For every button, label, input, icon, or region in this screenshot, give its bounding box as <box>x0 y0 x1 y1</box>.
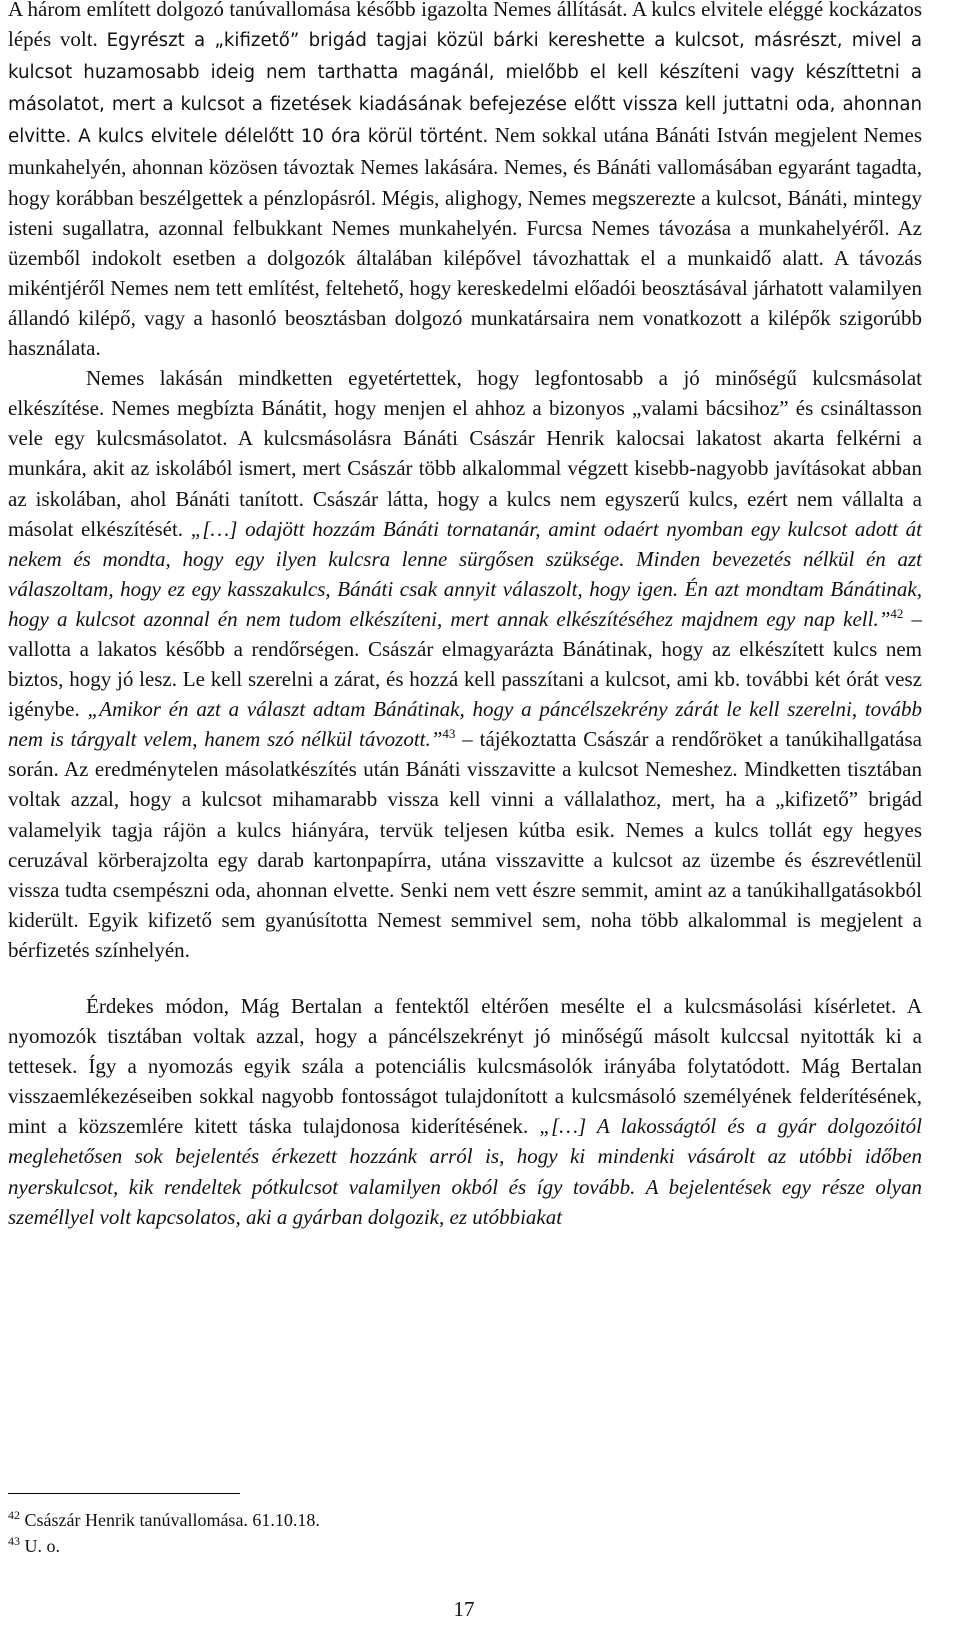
footnote-ref: 43 <box>442 726 456 742</box>
paragraph-3 <box>8 991 922 1232</box>
footnote-43 <box>8 1533 320 1559</box>
footnote-text: U. o. <box>24 1536 60 1556</box>
text-span: Mág Bertalan visszaemlékezéseiben sokkal nagyobb fontosságot tulajdonított a kulcsmásoló személyének felderítésének, mint a közszemlére kitett táska tulajdonosa kiderítésének. <box>8 1054 923 1139</box>
footnote-42 <box>8 1507 320 1533</box>
paragraph-2 <box>8 363 922 965</box>
footnote-number: 42 <box>8 1508 20 1522</box>
footnote-divider <box>8 1493 240 1494</box>
quote-text: „Amikor én azt a választ adtam Bánátinak, hogy a páncélszekrény zárát le kell szerelni, tovább nem is tárgyalt velem, hanem szó nélkül távozott.” <box>8 697 922 752</box>
footnote-text: Császár Henrik tanúvallomása. 61.10.18. <box>24 1510 320 1530</box>
paragraph-1 <box>8 0 922 363</box>
footnotes <box>8 1507 320 1559</box>
body-text <box>8 0 922 1232</box>
text-span: Nemes lakásán mindketten egyetértettek, hogy legfontosabb a jó minőségű kulcsmásolat elkészítése. Nemes megbízta Bánátit, hogy menjen el ahhoz a bizonyos „valami bácsihoz” és csináltasson vele egy kulcsmásolatot. A kulcsmásolásra Bánáti Császár Henrik kalocsai lakatost akarta felkérni a munkára, akit az iskolából ismert, mert Császár több alkalommal végzett kisebb-nagyobb javításokat abban az iskolában, ahol Bánáti tanított. Császár látta, hogy a kulcs nem egyszerű kulcs, ezért nem vállalta a másolat elkészítését. <box>8 366 922 541</box>
text-span: Nem sokkal utána Bánáti István megjelent Nemes munkahelyén, ahonnan közösen távoztak Nemes lakására. <box>8 123 922 180</box>
quote-text: „[…] odajött hozzám Bánáti tornatanár, amint odaért nyomban egy kulcsot adott át nekem és mondta, hogy egy ilyen kulcsra lenne sürgősen szüksége. Minden bevezetés nélkül én azt válaszoltam, hogy ez egy kasszakulcs, Bánáti csak annyit válaszolt, hogy igen. Én azt mondtam Bánátinak, hogy a kulcsot azonnal én nem tudom elkészíteni, mert annak elkészítéséhez majdnem egy nap kell.” <box>8 516 922 631</box>
footnote-ref: 42 <box>890 605 904 621</box>
footnote-number: 43 <box>8 1534 20 1548</box>
text-span: Nemes, és Bánáti vallomásában egyaránt tagadta, hogy korábban beszélgettek a pénzlopásról. Mégis, alighogy, Nemes megszerezte a kulcsot, Bánáti, mintegy isteni sugallatra, azonnal felbukkant Nemes munkahelyén. Furcsa Nemes távozása a munkahelyéről. Az üzemből indokolt esetben a dolgozók általában kilépővel távozhattak el a munkaidő alatt. A távozás mikéntjéről Nemes nem tett említést, feltehető, hogy kereskedelmi előadói beosztásával járhatott valamilyen állandó kilépő, vagy a hasonló beosztásban dolgozó munkatársaira nem vonatkozott a kilépők szigorúbb használata. <box>8 155 922 361</box>
text-span-sans: Egyrészt a „kifizető” brigád tagjai közül bárki kereshette a kulcsot, másrészt, mivel a kulcsot huzamosabb ideig nem tarthatta magánál, mielőbb el kell készíteni vagy készíttetni a másolatot, mert a kulcsot a fizetések kiadásának befejezése előtt vissza kell juttatni oda, ahonnan elvitte. A kulcs elvitele délelőtt 10 óra körül történt. <box>8 30 922 148</box>
text-span: A három említett dolgozó tanúvallomása később igazolta Nemes állítását. A kulcs elvitele eléggé kockázatos lépés volt. <box>8 0 922 52</box>
page-number: 17 <box>453 1597 475 1621</box>
text-span: – vallotta a lakatos később a rendőrségen. Császár elmagyarázta Bánátinak, hogy az elkészített kulcs nem biztos, hogy jó lesz. Le kell szerelni a zárat, és hozzá kell passzítani a kulcsot, ami kb. további két órát vesz igénybe. <box>8 606 922 722</box>
quote-text: „[…] A lakosságtól és a gyár dolgozóitól meglehetősen sok bejelentés érkezett hozzánk arról is, hogy ki mindenki vásárolt az utóbbi időben nyerskulcsot, kik rendeltek pótkulcsot valamilyen okból és így tovább. A bejelentések egy része olyan személlyel volt kapcsolatos, aki a gyárban dolgozik, ez utóbbiakat <box>8 1114 922 1229</box>
text-span: Érdekes módon, Mág Bertalan a fentektől eltérően mesélte el a kulcsmásolási kísérletet. A nyomozók tisztában voltak azzal, hogy a páncélszekrényt jó minőségű másolt kulccsal nyitották ki a tettesek. Így a nyomozás egyik szála a potenciális kulcsmásolók irányába folytatódott. <box>8 994 922 1079</box>
text-span: – tájékoztatta Császár a rendőröket a tanúkihallgatása során. Az eredménytelen másolatkészítés után Bánáti visszavitte a kulcsot Nemeshez. Mindketten tisztában voltak azzal, hogy a kulcsot mihamarabb vissza kell vinni a vállalathoz, mert, ha a „kifizető” brigád valamelyik tagja rájön a kulcs hiányára, tervük teljesen kútba esik. Nemes a kulcs tollát egy hegyes ceruzával körberajzolta egy darab kartonpapírra, utána visszavitte a kulcsot az üzembe és észrevétlenül vissza tudta csempészni oda, ahonnan elvette. Senki nem vett észre semmit, amint az a tanúkihallgatásokból kiderült. Egyik kifizető sem gyanúsította Nemest semmivel sem, noha több alkalommal is megjelent a bérfizetés színhelyén. <box>8 727 922 962</box>
